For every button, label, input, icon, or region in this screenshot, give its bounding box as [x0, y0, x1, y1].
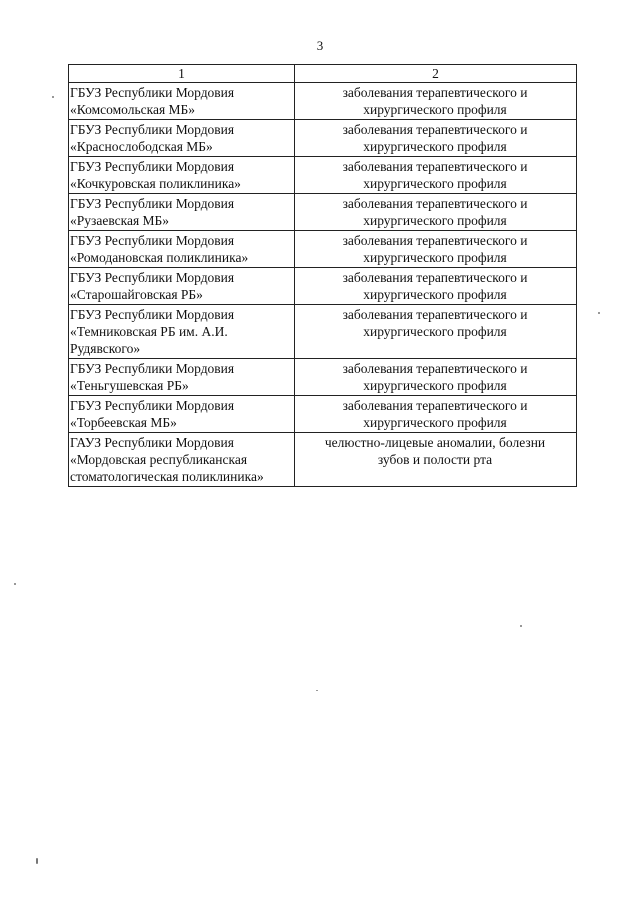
- scan-speck: [316, 690, 318, 691]
- column-header-2: 2: [295, 65, 577, 83]
- diagnosis-cell: заболевания терапевтического и хирургического профиля: [295, 120, 577, 157]
- table-row: [69, 359, 577, 396]
- diagnosis-cell: заболевания терапевтического и хирургического профиля: [295, 194, 577, 231]
- scan-speck: [36, 858, 38, 864]
- organization-cell: ГБУЗ Республики Мордовия «Краснослободская МБ»: [69, 120, 295, 157]
- table-row: [69, 268, 577, 305]
- column-header-1: 1: [69, 65, 295, 83]
- diagnosis-cell: заболевания терапевтического и хирургического профиля: [295, 396, 577, 433]
- diagnosis-cell: заболевания терапевтического и хирургического профиля: [295, 359, 577, 396]
- table-row: [69, 231, 577, 268]
- organization-cell: ГБУЗ Республики Мордовия «Старошайговская РБ»: [69, 268, 295, 305]
- organization-cell: ГБУЗ Республики Мордовия «Торбеевская МБ»: [69, 396, 295, 433]
- table-row: [69, 157, 577, 194]
- scan-speck: [14, 583, 16, 585]
- diagnosis-cell: заболевания терапевтического и хирургического профиля: [295, 157, 577, 194]
- organization-cell: ГБУЗ Республики Мордовия «Рузаевская МБ»: [69, 194, 295, 231]
- diagnosis-cell: заболевания терапевтического и хирургического профиля: [295, 268, 577, 305]
- scan-speck: [52, 96, 54, 98]
- organization-cell: ГБУЗ Республики Мордовия «Темниковская РБ им. А.И. Рудявского»: [69, 305, 295, 359]
- table-row: [69, 83, 577, 120]
- organization-cell: ГБУЗ Республики Мордовия «Ромодановская поликлиника»: [69, 231, 295, 268]
- table-row: [69, 120, 577, 157]
- diagnosis-cell: заболевания терапевтического и хирургического профиля: [295, 231, 577, 268]
- diagnosis-cell: заболевания терапевтического и хирургического профиля: [295, 305, 577, 359]
- organization-cell: ГАУЗ Республики Мордовия «Мордовская республиканская стоматологическая поликлиника»: [69, 433, 295, 487]
- scan-speck: [520, 625, 522, 627]
- scan-speck: [598, 312, 600, 314]
- table-row: [69, 305, 577, 359]
- diagnosis-cell: заболевания терапевтического и хирургического профиля: [295, 83, 577, 120]
- organization-cell: ГБУЗ Республики Мордовия «Комсомольская МБ»: [69, 83, 295, 120]
- table-row: [69, 433, 577, 487]
- table-header-row: [69, 65, 577, 83]
- organization-cell: ГБУЗ Республики Мордовия «Кочкуровская поликлиника»: [69, 157, 295, 194]
- diagnosis-cell: челюстно-лицевые аномалии, болезни зубов и полости рта: [295, 433, 577, 487]
- organizations-table: [68, 64, 577, 487]
- table-row: [69, 396, 577, 433]
- organization-cell: ГБУЗ Республики Мордовия «Теньгушевская РБ»: [69, 359, 295, 396]
- page-number: 3: [316, 38, 324, 53]
- table-row: [69, 194, 577, 231]
